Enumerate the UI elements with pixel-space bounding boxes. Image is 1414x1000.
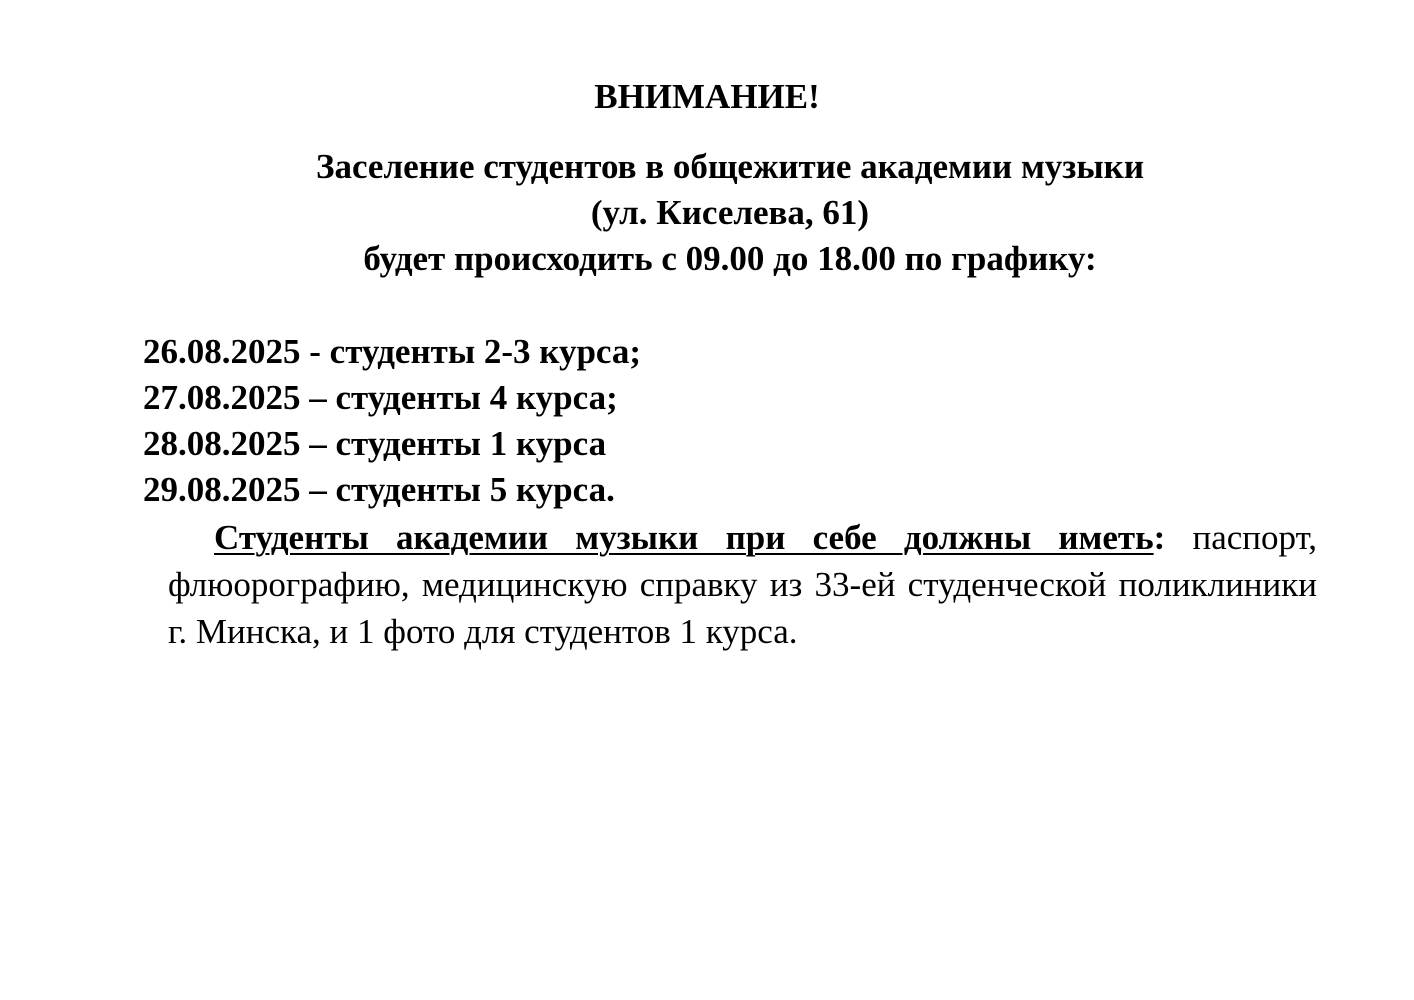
schedule-item: 26.08.2025 - студенты 2-3 курса; [143, 332, 642, 371]
subtitle-line: Заселение студентов в общежитие академии музыки [315, 147, 1145, 186]
requirements-colon: : [1153, 518, 1166, 557]
requirements-paragraph [168, 514, 1317, 655]
subtitle-line: (ул. Киселева, 61) [590, 193, 870, 232]
subtitle-line: будет происходить с 09.00 до 18.00 по графику: [363, 239, 1097, 278]
schedule-list [143, 329, 1243, 513]
schedule-item: 29.08.2025 – студенты 5 курса. [143, 470, 615, 509]
schedule-item: 28.08.2025 – студенты 1 курса [143, 424, 607, 463]
schedule-item: 27.08.2025 – студенты 4 курса; [143, 378, 618, 417]
requirements-text: паспорт, флюорографию, медицинскую справку из 33-ей студенческой поликлиники г. Минска, и 1 фото для студентов 1 курса. [168, 518, 1317, 651]
requirements-heading: Студенты академии музыки при себе должны иметь [214, 518, 1154, 557]
notice-title: ВНИМАНИЕ! [594, 77, 820, 116]
notice-subtitle [170, 144, 1290, 282]
